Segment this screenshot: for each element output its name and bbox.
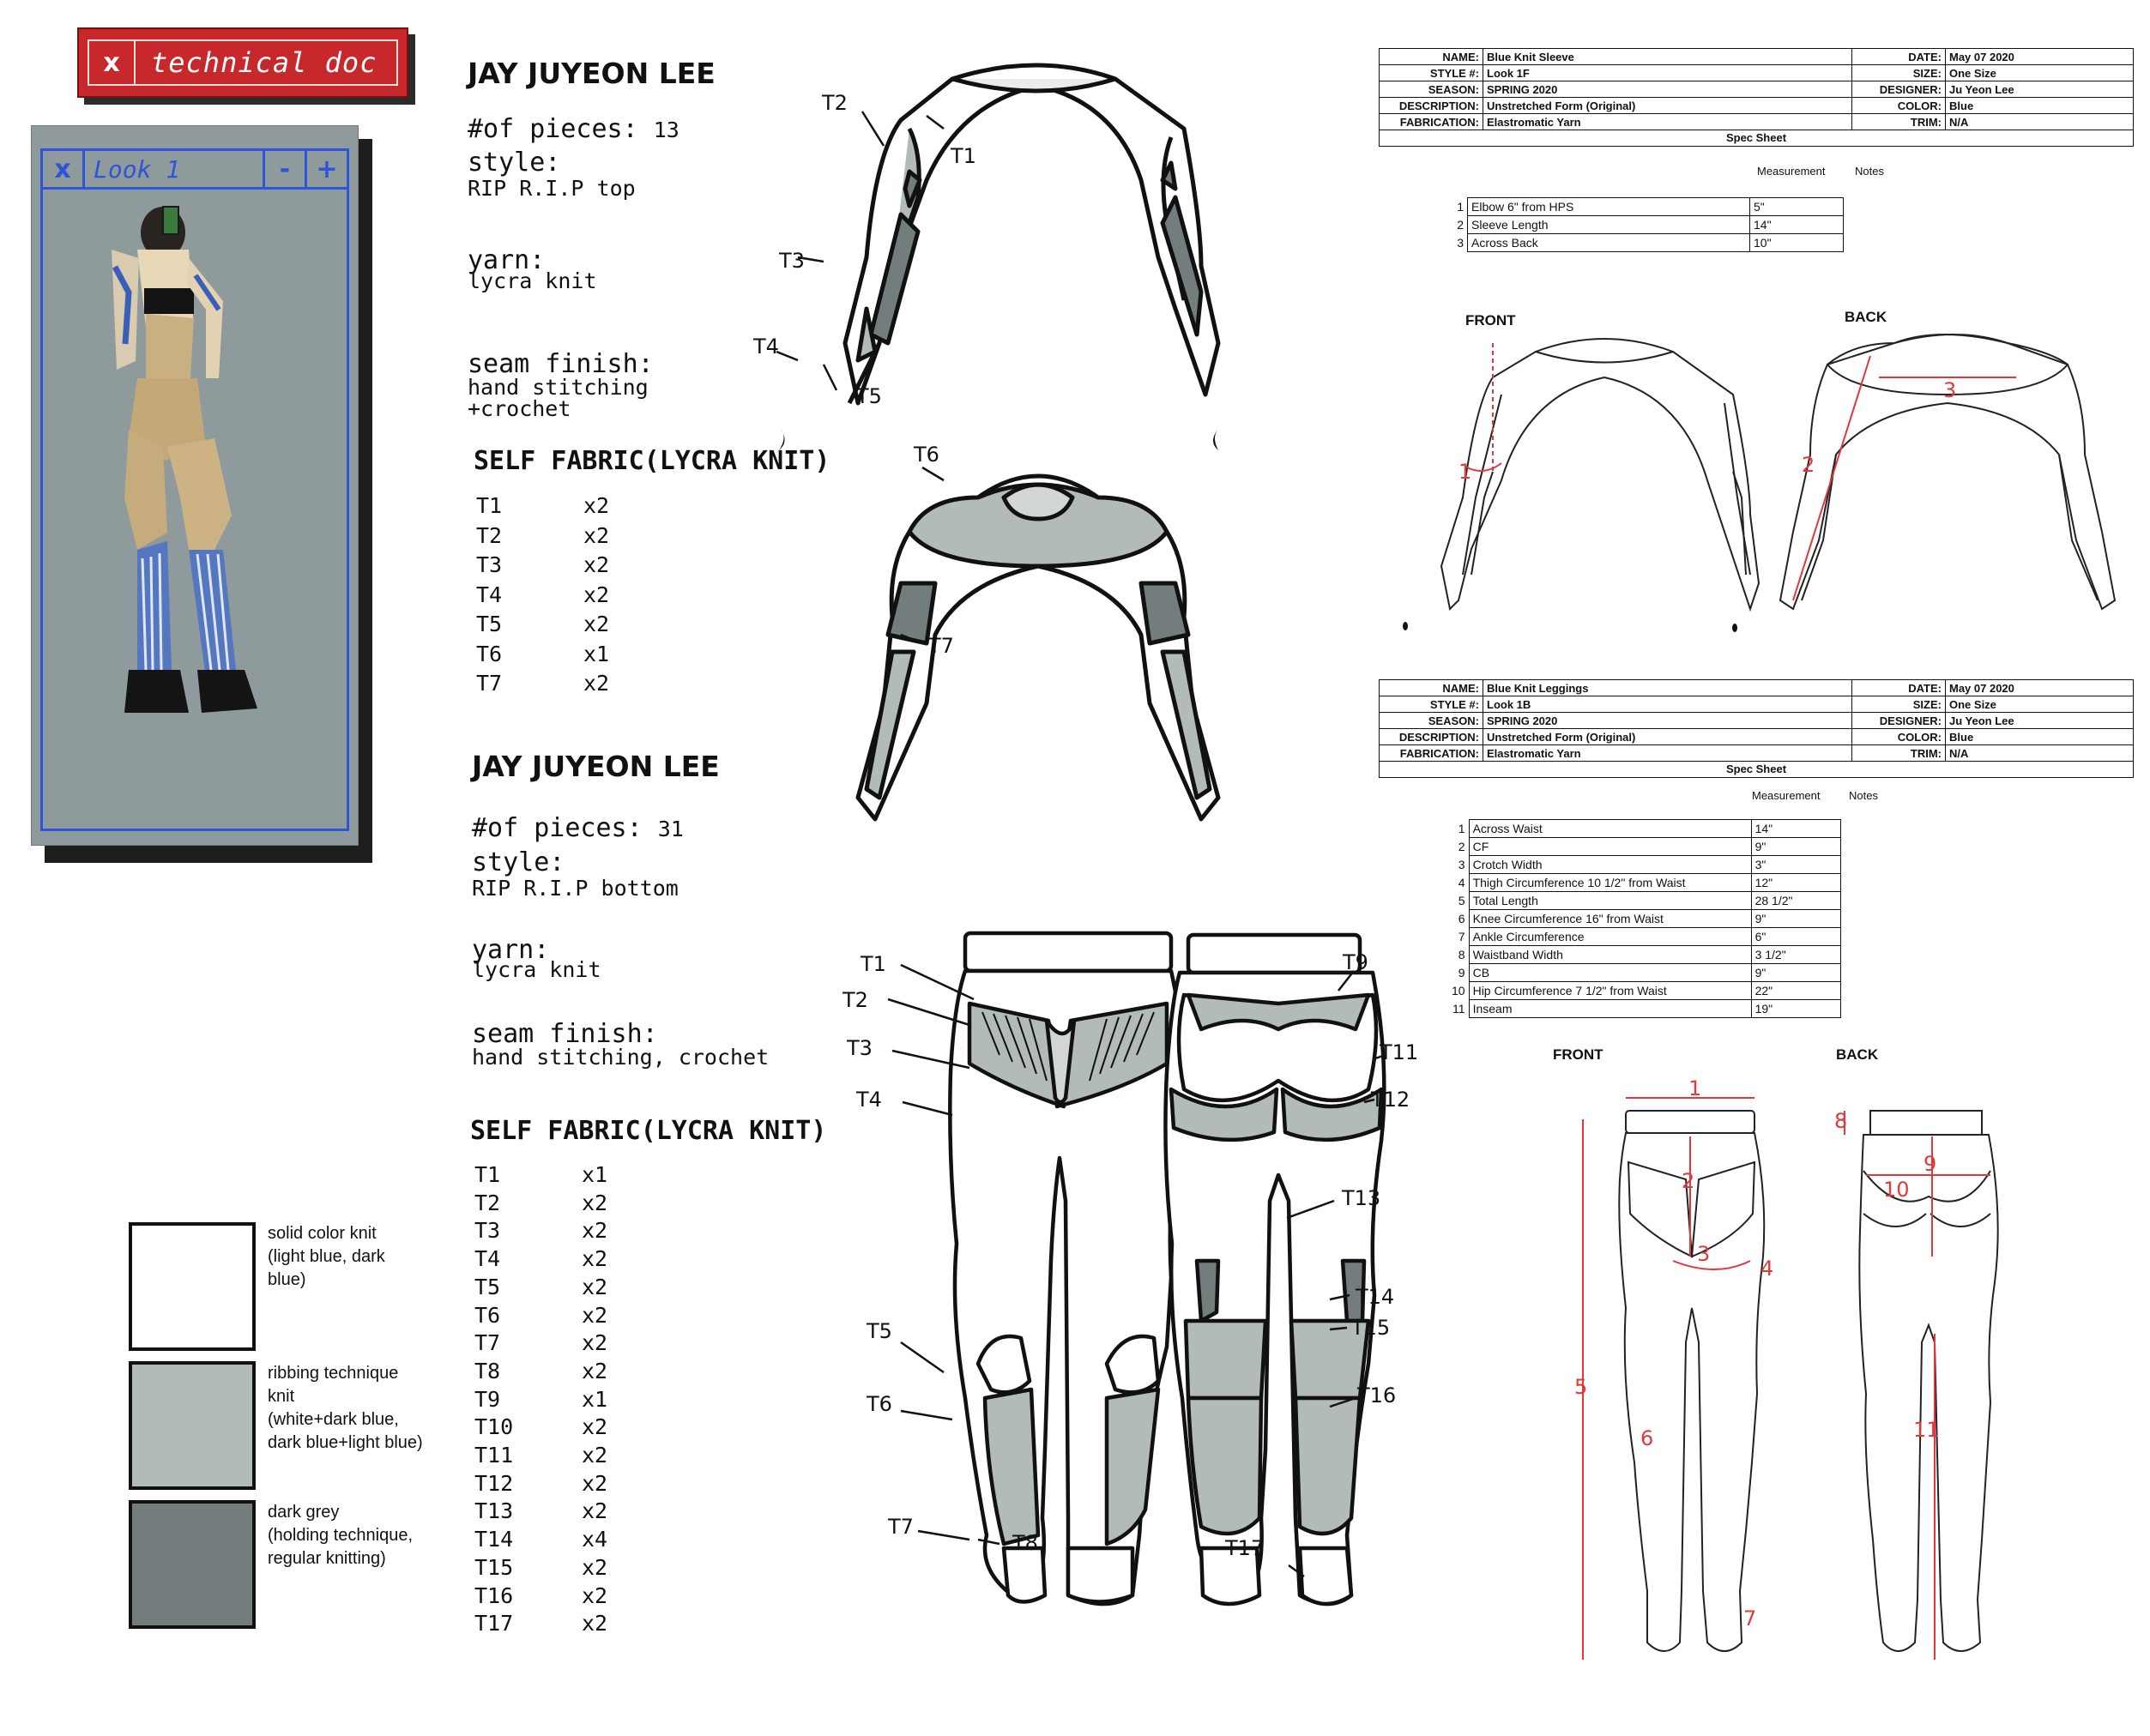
- measure-row: [1448, 874, 1840, 892]
- piece-row: [474, 1387, 607, 1412]
- window-close-button[interactable]: x: [43, 151, 85, 187]
- piece-code: T1: [476, 493, 503, 518]
- piece-code: T6: [474, 1302, 501, 1328]
- s1-measure-table: [1448, 197, 1844, 252]
- callout-b-t3: T3: [847, 1036, 873, 1060]
- s2-size-value: One Size: [1946, 696, 2134, 713]
- measure-label: CF: [1469, 838, 1751, 856]
- callout-b-t17: T17: [1225, 1536, 1265, 1560]
- s2-size-key: SIZE:: [1852, 696, 1946, 713]
- piece-qty: x2: [582, 1498, 608, 1524]
- s2-name-key: NAME:: [1380, 680, 1483, 696]
- measure-label: Thigh Circumference 10 1/2" from Waist: [1469, 874, 1751, 892]
- piece-qty: x2: [582, 1470, 608, 1496]
- piece-qty: x2: [582, 1443, 608, 1468]
- callout-b-t11: T11: [1380, 1040, 1419, 1064]
- top-seam-value-2: +crochet: [468, 396, 571, 421]
- s2-d3: 3: [1697, 1242, 1711, 1266]
- s2-date-key: DATE:: [1852, 680, 1946, 696]
- measure-label: Inseam: [1469, 1000, 1751, 1018]
- callout-b-t13: T13: [1342, 1186, 1381, 1210]
- measure-number: 8: [1458, 948, 1465, 961]
- measure-number: 2: [1457, 218, 1464, 232]
- s1-designer-value: Ju Yeon Lee: [1946, 81, 2134, 98]
- s1-sleeve-flats: [1390, 326, 2128, 643]
- callout-b-t12: T12: [1371, 1088, 1410, 1112]
- window-titlebar: [43, 151, 347, 190]
- callout-t3: T3: [779, 249, 805, 273]
- s1-color-value: Blue: [1946, 98, 2134, 114]
- measure-row: [1448, 216, 1844, 234]
- s2-season-value: SPRING 2020: [1483, 713, 1852, 729]
- window-maximize-button[interactable]: +: [305, 151, 347, 187]
- callout-b-t1: T1: [861, 952, 886, 976]
- s2-d1: 1: [1688, 1076, 1702, 1100]
- piece-row: [476, 582, 609, 607]
- piece-code: T8: [474, 1358, 501, 1383]
- s1-date-key: DATE:: [1852, 49, 1946, 65]
- s1-desc-value: Unstretched Form (Original): [1483, 98, 1852, 114]
- callout-b-t5: T5: [867, 1319, 892, 1343]
- legend-text-ribbing: [268, 1362, 423, 1455]
- piece-qty: x4: [582, 1527, 608, 1552]
- measure-row: [1448, 928, 1840, 946]
- callout-b-t16: T16: [1357, 1383, 1397, 1407]
- piece-qty: x2: [582, 1582, 608, 1608]
- callout-t2: T2: [822, 91, 848, 115]
- legend-dark-line-3: regular knitting): [268, 1549, 386, 1568]
- callout-b-t2: T2: [842, 988, 868, 1012]
- measure-number: 5: [1458, 894, 1465, 907]
- callout-t4: T4: [753, 335, 779, 359]
- piece-row: [474, 1555, 607, 1580]
- piece-row: [474, 1190, 607, 1215]
- top-flats-drawing: [738, 51, 1270, 841]
- callout-b-t15: T15: [1351, 1316, 1391, 1340]
- badge-title: technical doc: [151, 46, 377, 79]
- measure-row: [1448, 820, 1840, 838]
- s1-name-key: NAME:: [1380, 49, 1483, 65]
- legend-solid-line-3: blue): [268, 1270, 306, 1289]
- piece-code: T17: [474, 1611, 514, 1637]
- piece-qty: x2: [582, 1274, 608, 1299]
- callout-t5: T5: [856, 384, 882, 408]
- measure-number: 1: [1458, 822, 1465, 835]
- top-seam-value-1: hand stitching: [468, 375, 649, 400]
- piece-qty: x2: [582, 1358, 608, 1383]
- s1-measurement-head: Measurement: [1757, 165, 1826, 178]
- piece-qty: x2: [583, 671, 610, 696]
- s2-d9: 9: [1924, 1152, 1937, 1176]
- piece-qty: x2: [582, 1554, 608, 1580]
- piece-row: [474, 1527, 607, 1552]
- piece-row: [474, 1218, 607, 1243]
- s2-color-key: COLOR:: [1852, 729, 1946, 745]
- measure-label: Across Back: [1468, 234, 1750, 252]
- piece-qty: x2: [582, 1218, 608, 1244]
- measure-number: 9: [1458, 966, 1465, 980]
- top-pieces-label-text: #of pieces:: [468, 114, 638, 144]
- piece-row: [474, 1611, 607, 1636]
- legend-swatch-ribbing: [129, 1361, 256, 1490]
- s1-designer-key: DESIGNER:: [1852, 81, 1946, 98]
- piece-code: T11: [474, 1443, 514, 1468]
- s2-footer: Spec Sheet: [1379, 762, 2134, 778]
- s2-fab-value: Elastromatic Yarn: [1483, 745, 1852, 762]
- measure-value: 5": [1750, 198, 1844, 216]
- s1-size-value: One Size: [1946, 65, 2134, 81]
- piece-code: T3: [474, 1218, 501, 1244]
- s2-designer-key: DESIGNER:: [1852, 713, 1946, 729]
- measure-number: 2: [1458, 840, 1465, 853]
- top-style-label: style:: [468, 148, 561, 178]
- s2-style-key: STYLE #:: [1380, 696, 1483, 713]
- piece-row: [476, 612, 609, 636]
- piece-qty: x2: [582, 1246, 608, 1272]
- technical-doc-badge: [77, 27, 408, 98]
- bottom-yarn-label: yarn:: [472, 935, 550, 965]
- piece-row: [474, 1443, 607, 1468]
- s2-style-value: Look 1B: [1483, 696, 1852, 713]
- measure-value: 14": [1750, 216, 1844, 234]
- measure-value: 19": [1751, 1000, 1840, 1018]
- piece-row: [474, 1275, 607, 1299]
- s1-trim-key: TRIM:: [1852, 114, 1946, 130]
- callout-line-t5: [824, 365, 836, 390]
- bottom-flats-drawing: [842, 918, 1450, 1630]
- measure-value: 9": [1751, 838, 1840, 856]
- s2-color-value: Blue: [1946, 729, 2134, 745]
- s1-dim3: 3: [1943, 378, 1957, 402]
- piece-code: T9: [474, 1386, 501, 1412]
- measure-label: Hip Circumference 7 1/2" from Waist: [1469, 982, 1751, 1000]
- piece-row: [476, 671, 609, 696]
- spec-sheet-sleeve: [1379, 48, 2134, 147]
- measure-row: [1448, 856, 1840, 874]
- measure-row: [1448, 838, 1840, 856]
- measure-number: 11: [1452, 1002, 1465, 1016]
- spec-sheet-leggings: [1379, 679, 2134, 778]
- piece-row: [474, 1414, 607, 1439]
- s1-dim2: 2: [1802, 453, 1815, 477]
- s1-fab-value: Elastromatic Yarn: [1483, 114, 1852, 130]
- s2-d8: 8: [1834, 1109, 1848, 1133]
- piece-code: T4: [476, 582, 503, 607]
- callout-line-t4: [776, 352, 798, 360]
- piece-qty: x2: [582, 1190, 608, 1215]
- piece-row: [474, 1471, 607, 1496]
- s1-notes-head: Notes: [1855, 165, 1884, 178]
- model-photo: [43, 190, 348, 833]
- legend-text-dark: [268, 1501, 413, 1570]
- piece-row: [474, 1162, 607, 1187]
- s1-season-value: SPRING 2020: [1483, 81, 1852, 98]
- piece-qty: x1: [582, 1162, 608, 1187]
- measure-value: 9": [1751, 910, 1840, 928]
- s1-fab-key: FABRICATION:: [1380, 114, 1483, 130]
- piece-code: T14: [474, 1527, 514, 1552]
- measure-label: Crotch Width: [1469, 856, 1751, 874]
- callout-line-t2: [862, 112, 884, 146]
- legend-swatch-solid: [129, 1222, 256, 1351]
- callout-line-b-t4: [903, 1102, 952, 1115]
- s2-fab-key: FABRICATION:: [1380, 745, 1483, 762]
- legend-dark-line-2: (holding technique,: [268, 1526, 414, 1545]
- callout-t1: T1: [951, 144, 976, 168]
- s2-d6: 6: [1640, 1426, 1654, 1450]
- top-designer: JAY JUYEON LEE: [468, 57, 716, 90]
- measure-value: 12": [1751, 874, 1840, 892]
- callout-b-t7: T7: [888, 1515, 914, 1539]
- s1-style-value: Look 1F: [1483, 65, 1852, 81]
- piece-code: T1: [474, 1162, 501, 1187]
- measure-number: 6: [1458, 912, 1465, 925]
- bottom-fabric-heading: SELF FABRIC(LYCRA KNIT): [470, 1116, 827, 1146]
- top-style-value: RIP R.I.P top: [468, 176, 636, 201]
- legend-ribbing-line-4: dark blue+light blue): [268, 1433, 423, 1452]
- callout-line-b-t6: [901, 1411, 952, 1420]
- measure-number: 4: [1458, 876, 1465, 889]
- callout-t7: T7: [928, 634, 954, 658]
- measure-label: Across Waist: [1469, 820, 1751, 838]
- s2-designer-value: Ju Yeon Lee: [1946, 713, 2134, 729]
- measure-label: Knee Circumference 16" from Waist: [1469, 910, 1751, 928]
- piece-code: T3: [476, 552, 503, 577]
- measure-label: Waistband Width: [1469, 946, 1751, 964]
- measure-row: [1448, 910, 1840, 928]
- window-minimize-button[interactable]: -: [263, 151, 305, 187]
- piece-qty: x2: [582, 1414, 608, 1440]
- piece-code: T2: [474, 1190, 501, 1215]
- piece-code: T16: [474, 1582, 514, 1608]
- legend-solid-line-1: solid color knit: [268, 1224, 377, 1243]
- bottom-designer: JAY JUYEON LEE: [472, 750, 720, 783]
- s1-date-value: May 07 2020: [1946, 49, 2134, 65]
- top-seam-label: seam finish:: [468, 349, 654, 379]
- bottom-pieces-value: 31: [657, 817, 684, 841]
- bottom-pieces-label: [472, 813, 684, 843]
- s2-d4: 4: [1760, 1257, 1774, 1281]
- front-waistband: [965, 933, 1171, 971]
- measure-number: 3: [1458, 858, 1465, 871]
- bottom-seam-value: hand stitching, crochet: [472, 1045, 770, 1070]
- measure-label: Sleeve Length: [1468, 216, 1750, 234]
- s1-front-label: FRONT: [1465, 312, 1516, 329]
- callout-b-t6: T6: [867, 1392, 892, 1416]
- s2-trim-value: N/A: [1946, 745, 2134, 762]
- measure-value: 28 1/2": [1751, 892, 1840, 910]
- piece-qty: x2: [583, 612, 610, 636]
- callout-line-b-t7: [918, 1531, 969, 1540]
- legend-swatch-dark: [129, 1500, 256, 1629]
- piece-row: [474, 1330, 607, 1355]
- s2-desc-value: Unstretched Form (Original): [1483, 729, 1852, 745]
- piece-row: [476, 642, 609, 666]
- piece-qty: x2: [583, 582, 610, 607]
- s1-trim-value: N/A: [1946, 114, 2134, 130]
- measure-number: 10: [1452, 984, 1465, 998]
- legend-ribbing-line-1: ribbing technique: [268, 1364, 399, 1383]
- piece-row: [474, 1303, 607, 1328]
- top-fabric-heading: SELF FABRIC(LYCRA KNIT): [474, 446, 830, 476]
- top-pieces-value: 13: [653, 118, 679, 142]
- measure-value: 22": [1751, 982, 1840, 1000]
- measure-value: 6": [1751, 928, 1840, 946]
- bottom-style-value: RIP R.I.P bottom: [472, 876, 679, 901]
- callout-line-t1: [927, 116, 944, 129]
- s2-trim-key: TRIM:: [1852, 745, 1946, 762]
- s1-color-key: COLOR:: [1852, 98, 1946, 114]
- piece-qty: x2: [583, 552, 610, 577]
- callout-b-t4: T4: [856, 1088, 882, 1112]
- piece-qty: x2: [582, 1611, 608, 1637]
- measure-row: [1448, 892, 1840, 910]
- bottom-pieces-label-text: #of pieces:: [472, 813, 643, 843]
- s1-season-key: SEASON:: [1380, 81, 1483, 98]
- s2-legging-flats: [1544, 1076, 2025, 1668]
- measure-row: [1448, 964, 1840, 982]
- piece-code: T7: [474, 1330, 501, 1356]
- piece-code: T13: [474, 1498, 514, 1524]
- s2-d2: 2: [1682, 1169, 1695, 1193]
- s2-date-value: May 07 2020: [1946, 680, 2134, 696]
- callout-line-b-t5: [901, 1342, 944, 1372]
- piece-qty: x2: [583, 522, 610, 548]
- legend-dark-line-1: dark grey: [268, 1503, 340, 1522]
- piece-code: T2: [476, 522, 503, 548]
- piece-row: [474, 1359, 607, 1383]
- measure-row: [1448, 234, 1844, 252]
- s1-dim1: 1: [1458, 460, 1472, 484]
- measure-value: 3 1/2": [1751, 946, 1840, 964]
- piece-code: T6: [476, 641, 503, 666]
- piece-code: T10: [474, 1414, 514, 1440]
- s2-measure-table: [1448, 819, 1841, 1018]
- piece-code: T15: [474, 1554, 514, 1580]
- piece-row: [476, 523, 609, 548]
- callout-line-t6: [922, 467, 944, 480]
- measure-row: [1448, 982, 1840, 1000]
- s2-d11: 11: [1913, 1418, 1940, 1442]
- bottom-yarn-value: lycra knit: [472, 957, 601, 982]
- s1-style-key: STYLE #:: [1380, 65, 1483, 81]
- top-yarn-label: yarn:: [468, 245, 546, 275]
- piece-qty: x2: [582, 1330, 608, 1356]
- window-title: Look 1: [94, 154, 181, 184]
- measure-label: Ankle Circumference: [1469, 928, 1751, 946]
- piece-qty: x1: [582, 1386, 608, 1412]
- measure-row: [1448, 946, 1840, 964]
- s2-desc-key: DESCRIPTION:: [1380, 729, 1483, 745]
- s2-season-key: SEASON:: [1380, 713, 1483, 729]
- piece-code: T5: [474, 1274, 501, 1299]
- s2-measurement-head: Measurement: [1752, 789, 1821, 802]
- callout-b-t9: T9: [1343, 950, 1368, 974]
- piece-code: T5: [476, 612, 503, 636]
- legend-ribbing-line-2: knit: [268, 1387, 295, 1406]
- close-icon[interactable]: x: [89, 41, 136, 84]
- callout-t6: T6: [914, 443, 939, 467]
- s1-name-value: Blue Knit Sleeve: [1483, 49, 1852, 65]
- top-pieces-label: [468, 114, 679, 144]
- piece-row: [476, 552, 609, 577]
- s1-back-label: BACK: [1845, 309, 1887, 325]
- piece-row: [474, 1583, 607, 1608]
- piece-code: T12: [474, 1470, 514, 1496]
- s2-front-label: FRONT: [1553, 1046, 1603, 1063]
- s2-back-label: BACK: [1836, 1046, 1879, 1063]
- measure-value: 9": [1751, 964, 1840, 982]
- legend-ribbing-line-3: (white+dark blue,: [268, 1410, 399, 1429]
- piece-qty: x2: [583, 493, 610, 518]
- measure-row: [1448, 1000, 1840, 1018]
- s2-d7: 7: [1743, 1606, 1757, 1631]
- piece-row: [476, 493, 609, 518]
- piece-qty: x1: [583, 641, 610, 666]
- measure-label: Elbow 6" from HPS: [1468, 198, 1750, 216]
- piece-code: T7: [476, 671, 503, 696]
- s1-desc-key: DESCRIPTION:: [1380, 98, 1483, 114]
- measure-number: 3: [1457, 236, 1464, 250]
- s2-notes-head: Notes: [1849, 789, 1878, 802]
- measure-number: 1: [1457, 200, 1464, 214]
- s1-footer: Spec Sheet: [1379, 130, 2134, 147]
- bottom-style-label: style:: [472, 847, 565, 877]
- legend-solid-line-2: (light blue, dark: [268, 1247, 385, 1266]
- look-window: [31, 125, 359, 846]
- legend-text-solid: [268, 1222, 385, 1292]
- back-waistband: [1188, 935, 1360, 973]
- callout-b-t14: T14: [1356, 1285, 1395, 1309]
- measure-value: 3": [1751, 856, 1840, 874]
- measure-value: 14": [1751, 820, 1840, 838]
- bottom-seam-label: seam finish:: [472, 1019, 658, 1049]
- s2-d5: 5: [1574, 1375, 1588, 1399]
- callout-b-t8: T8: [1012, 1531, 1038, 1555]
- measure-label: Total Length: [1469, 892, 1751, 910]
- piece-row: [474, 1498, 607, 1523]
- top-yarn-value: lycra knit: [468, 268, 597, 293]
- piece-code: T4: [474, 1246, 501, 1272]
- measure-value: 10": [1750, 234, 1844, 252]
- piece-qty: x2: [582, 1302, 608, 1328]
- s2-d10: 10: [1883, 1178, 1910, 1202]
- measure-number: 7: [1458, 930, 1465, 943]
- s2-name-value: Blue Knit Leggings: [1483, 680, 1852, 696]
- measure-label: CB: [1469, 964, 1751, 982]
- s1-size-key: SIZE:: [1852, 65, 1946, 81]
- piece-row: [474, 1246, 607, 1271]
- measure-row: [1448, 198, 1844, 216]
